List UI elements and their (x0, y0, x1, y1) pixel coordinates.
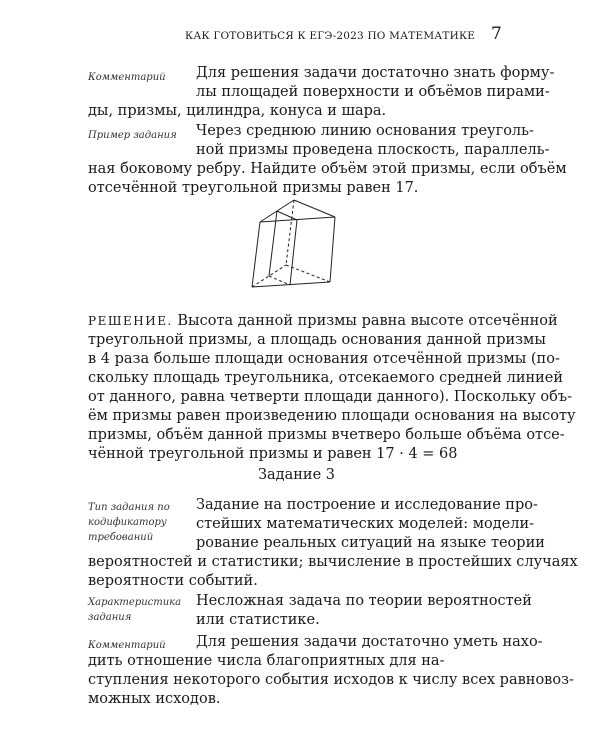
example-text-line: ная боковому ребру. Найдите объём этой призмы, если объём (88, 161, 567, 177)
comment-text-line: Для решения задачи достаточно знать форму- (196, 65, 555, 81)
comment-text-line: можных исходов. (88, 691, 221, 707)
characteristic-text-line: или статистике. (196, 612, 320, 628)
example-text-line: ной призмы проведена плоскость, параллель- (196, 142, 550, 158)
prism-edge (260, 217, 335, 222)
solution-text-line: от данного, равна четверти площади данного). Поскольку объ- (88, 389, 573, 405)
example-text-line: отсечённой треугольной призмы равен 17. (88, 180, 419, 196)
task-type-label-line: кодификатору (88, 517, 167, 528)
solution-text-line: скольку площадь треугольника, отсекаемого средней линией (88, 370, 564, 386)
solution-text-line: призмы, объём данной призмы вчетверо больше объёма отсе- (88, 427, 565, 443)
task-type-text-line: вероятности событий. (88, 573, 258, 589)
task-type-text-line: Задание на построение и исследование про- (196, 497, 538, 513)
solution-first-line (88, 312, 558, 331)
task-type-text-line: рование реальных ситуаций на языке теории (196, 535, 545, 551)
task-type-label-line: требований (88, 532, 154, 543)
comment-label: Комментарий (88, 72, 166, 83)
solution-text-line: чённой треугольной призмы и равен 17 · 4 = 68 (88, 446, 458, 462)
task-type-text-line: стейших математических моделей: модели- (196, 516, 535, 532)
comment-text-line: ды, призмы, цилиндра, конуса и шара. (88, 103, 387, 119)
solution-keyword: РЕШЕНИЕ. (88, 314, 173, 328)
prism-hidden-edge (286, 265, 330, 282)
comment-text-line: Для решения задачи достаточно уметь нахо- (196, 634, 543, 650)
comment-text-line: ступления некоторого события исходов к числу всех равновоз- (88, 672, 574, 688)
characteristic-label-line: Характеристика (88, 597, 182, 608)
prism-figure (235, 195, 345, 300)
task-type-label-line: Тип задания по (88, 502, 170, 513)
comment-label: Комментарий (88, 640, 166, 651)
comment-text-line: лы площадей поверхности и объёмов пирами- (196, 84, 550, 100)
characteristic-text-line: Несложная задача по теории вероятностей (196, 593, 532, 609)
page-number: 7 (491, 24, 502, 44)
prism-edge (290, 220, 297, 285)
prism-edge (294, 200, 335, 217)
prism-edge (330, 217, 335, 282)
task-heading: Задание 3 (258, 467, 335, 483)
characteristic-label-line: задания (88, 612, 132, 623)
example-label: Пример задания (88, 130, 177, 141)
prism-edge (252, 222, 260, 287)
prism-edge (252, 282, 330, 287)
solution-text-line: ём призмы равен произведению площади основания на высоту (88, 408, 576, 424)
prism-hidden-edge (269, 276, 290, 285)
solution-text: Высота данной призмы равна высоте отсечённой (177, 313, 558, 329)
prism-edge (277, 211, 297, 220)
running-header: КАК ГОТОВИТЬСЯ К ЕГЭ-2023 ПО МАТЕМАТИКЕ (185, 30, 476, 42)
solution-text-line: треугольной призмы, а площадь основания данной призмы (88, 332, 546, 348)
example-text-line: Через среднюю линию основания треуголь- (196, 123, 534, 139)
solution-text-line: в 4 раза больше площади основания отсечённой призмы (по- (88, 351, 560, 367)
comment-text-line: дить отношение числа благоприятных для на- (88, 653, 445, 669)
task-type-text-line: вероятностей и статистики; вычисление в простейших случаях (88, 554, 578, 570)
